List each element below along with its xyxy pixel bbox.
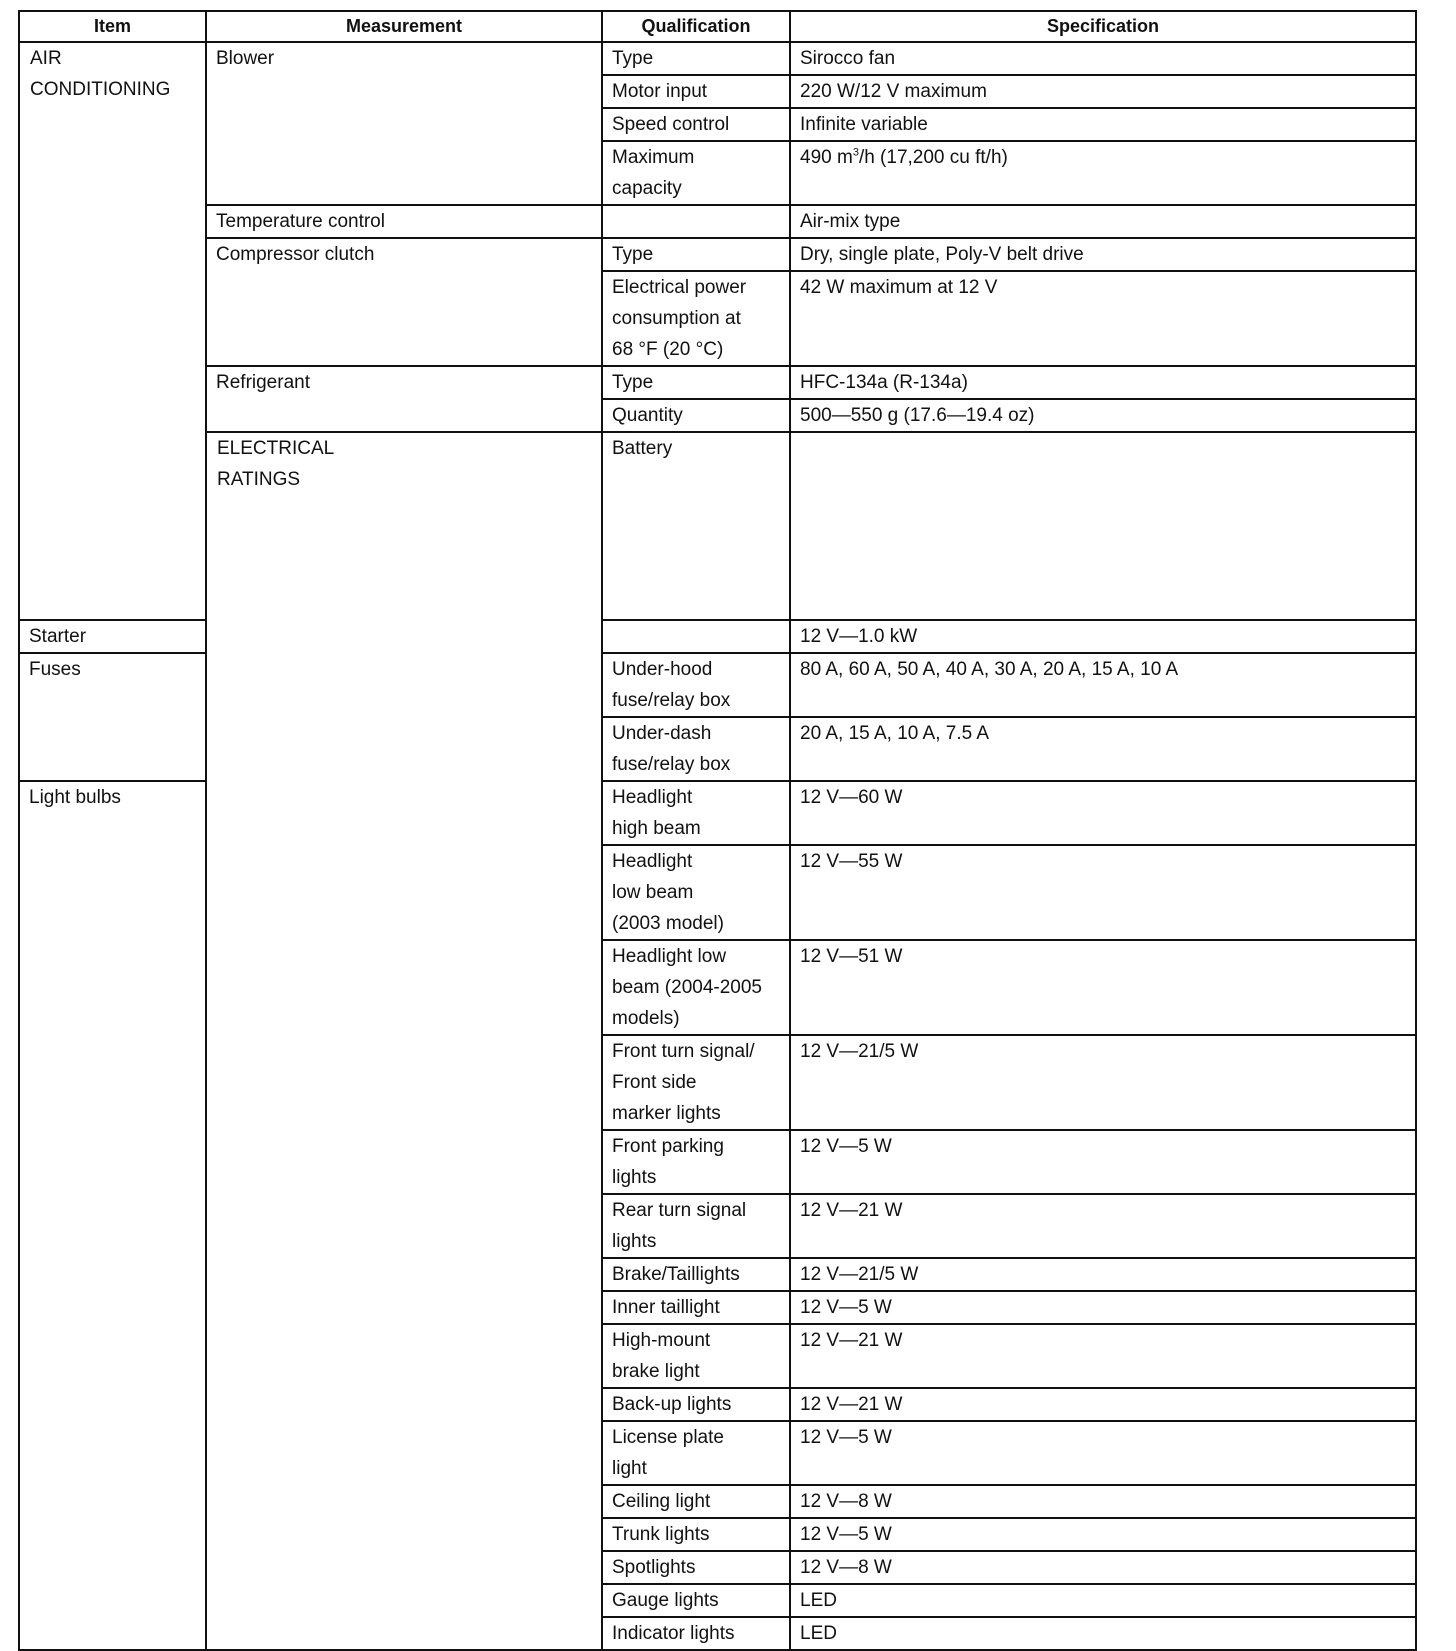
qualification-line: Headlight low bbox=[612, 946, 727, 967]
qualification-cell bbox=[602, 1194, 790, 1258]
table-row bbox=[19, 432, 1416, 620]
specification-cell: 12 V—8 W bbox=[790, 1551, 1416, 1584]
qualification-line: low beam bbox=[612, 882, 694, 903]
qualification-cell: Trunk lights bbox=[602, 1518, 790, 1551]
measurement-starter: Starter bbox=[19, 620, 206, 653]
item-label: CONDITIONING bbox=[30, 79, 171, 100]
qualification-line: fuse/relay box bbox=[612, 754, 731, 775]
header-measurement: Measurement bbox=[206, 11, 602, 42]
qualification-cell bbox=[602, 620, 790, 653]
qualification-cell bbox=[602, 940, 790, 1035]
spec-text: /h (17,200 cu ft/h) bbox=[858, 147, 1008, 168]
qualification-line: Maximum bbox=[612, 147, 695, 168]
qualification-line: light bbox=[612, 1458, 647, 1479]
qualification-cell: Ceiling light bbox=[602, 1485, 790, 1518]
measurement-battery: Battery bbox=[602, 432, 790, 620]
qualification-line: consumption at bbox=[612, 308, 741, 329]
qualification-cell bbox=[602, 271, 790, 366]
qualification-line: beam (2004-2005 bbox=[612, 977, 762, 998]
qualification-cell: Type bbox=[602, 366, 790, 399]
superscript-3: 3 bbox=[852, 146, 859, 159]
specification-cell: 500—550 g (17.6—19.4 oz) bbox=[790, 399, 1416, 432]
specification-cell: 12 V—21 W bbox=[790, 1388, 1416, 1421]
qualification-line: models) bbox=[612, 1008, 680, 1029]
measurement-light-bulbs: Light bulbs bbox=[19, 781, 206, 1650]
item-electrical-ratings bbox=[206, 432, 602, 1650]
spec-text: 490 m bbox=[800, 147, 853, 168]
specification-cell: Dry, single plate, Poly-V belt drive bbox=[790, 238, 1416, 271]
specification-cell: 12 V—8 W bbox=[790, 1485, 1416, 1518]
specification-cell: 12 V—5 W bbox=[790, 1291, 1416, 1324]
qualification-cell bbox=[602, 141, 790, 205]
specification-cell bbox=[790, 141, 1416, 205]
specification-cell: LED bbox=[790, 1617, 1416, 1650]
qualification-line: Headlight bbox=[612, 787, 693, 808]
qualification-line: (2003 model) bbox=[612, 913, 724, 934]
qualification-cell bbox=[602, 717, 790, 781]
item-label: RATINGS bbox=[217, 469, 301, 490]
qualification-line: high beam bbox=[612, 818, 701, 839]
qualification-cell bbox=[602, 1324, 790, 1388]
qualification-line: lights bbox=[612, 1167, 657, 1188]
specification-cell: 12 V—21 W bbox=[790, 1194, 1416, 1258]
specification-cell: Air-mix type bbox=[790, 205, 1416, 238]
qualification-line: capacity bbox=[612, 178, 682, 199]
specification-cell: 12 V—1.0 kW bbox=[790, 620, 1416, 653]
specifications-table bbox=[18, 10, 1417, 1651]
qualification-line: High-mount bbox=[612, 1330, 711, 1351]
qualification-line: License plate bbox=[612, 1427, 724, 1448]
specification-cell: 12 V—21/5 W bbox=[790, 1035, 1416, 1130]
qualification-cell bbox=[602, 1421, 790, 1485]
measurement-blower: Blower bbox=[206, 42, 602, 205]
qualification-cell: Indicator lights bbox=[602, 1617, 790, 1650]
qualification-cell: Type bbox=[602, 42, 790, 75]
specification-cell: 12 V—5 W bbox=[790, 1130, 1416, 1194]
qualification-line: Front parking bbox=[612, 1136, 724, 1157]
qualification-line: marker lights bbox=[612, 1103, 721, 1124]
qualification-cell bbox=[602, 653, 790, 717]
qualification-line: Front turn signal/ bbox=[612, 1041, 755, 1062]
specification-cell: 12 V—5 W bbox=[790, 1518, 1416, 1551]
specification-cell: 42 W maximum at 12 V bbox=[790, 271, 1416, 366]
specification-cell: 12 V—60 W bbox=[790, 781, 1416, 845]
measurement-fuses: Fuses bbox=[19, 653, 206, 781]
qualification-cell: Brake/Taillights bbox=[602, 1258, 790, 1291]
qualification-line: lights bbox=[612, 1231, 657, 1252]
specification-cell: 80 A, 60 A, 50 A, 40 A, 30 A, 20 A, 15 A, 10 A bbox=[790, 653, 1416, 717]
header-specification: Specification bbox=[790, 11, 1416, 42]
specification-cell: LED bbox=[790, 1584, 1416, 1617]
qualification-cell bbox=[602, 205, 790, 238]
qualification-cell: Gauge lights bbox=[602, 1584, 790, 1617]
qualification-cell: Type bbox=[602, 238, 790, 271]
qualification-cell bbox=[602, 1035, 790, 1130]
specification-cell: 12 V—21/5 W bbox=[790, 1258, 1416, 1291]
qualification-cell: Inner taillight bbox=[602, 1291, 790, 1324]
specification-cell: 12 V—5 W bbox=[790, 1421, 1416, 1485]
measurement-temperature-control: Temperature control bbox=[206, 205, 602, 238]
qualification-line: Front side bbox=[612, 1072, 697, 1093]
header-qualification: Qualification bbox=[602, 11, 790, 42]
qualification-line: Electrical power bbox=[612, 277, 747, 298]
specification-cell: 20 A, 15 A, 10 A, 7.5 A bbox=[790, 717, 1416, 781]
qualification-cell bbox=[602, 781, 790, 845]
specification-cell: 12 V—21 W bbox=[790, 1324, 1416, 1388]
specification-cell: 220 W/12 V maximum bbox=[790, 75, 1416, 108]
qualification-line: fuse/relay box bbox=[612, 690, 731, 711]
qualification-cell: Quantity bbox=[602, 399, 790, 432]
qualification-cell: Motor input bbox=[602, 75, 790, 108]
specification-cell: 12 V—55 W bbox=[790, 845, 1416, 940]
qualification-cell: Back-up lights bbox=[602, 1388, 790, 1421]
item-label: ELECTRICAL bbox=[217, 438, 335, 459]
qualification-line: Under-hood bbox=[612, 659, 713, 680]
qualification-line: Rear turn signal bbox=[612, 1200, 747, 1221]
table-row bbox=[19, 205, 1416, 238]
qualification-line: Headlight bbox=[612, 851, 693, 872]
item-label: AIR bbox=[30, 48, 62, 69]
qualification-line: brake light bbox=[612, 1361, 700, 1382]
qualification-cell bbox=[602, 845, 790, 940]
item-air-conditioning bbox=[19, 42, 206, 620]
qualification-line: 68 °F (20 °C) bbox=[612, 339, 724, 360]
qualification-cell bbox=[790, 432, 1416, 620]
table-row bbox=[19, 42, 1416, 75]
specification-cell: Infinite variable bbox=[790, 108, 1416, 141]
measurement-compressor-clutch: Compressor clutch bbox=[206, 238, 602, 366]
qualification-cell: Speed control bbox=[602, 108, 790, 141]
qualification-cell: Spotlights bbox=[602, 1551, 790, 1584]
header-item: Item bbox=[19, 11, 206, 42]
qualification-cell bbox=[602, 1130, 790, 1194]
specification-cell: Sirocco fan bbox=[790, 42, 1416, 75]
header-row bbox=[19, 11, 1416, 42]
table-row bbox=[19, 366, 1416, 399]
table-row bbox=[19, 238, 1416, 271]
specification-cell: 12 V—51 W bbox=[790, 940, 1416, 1035]
qualification-line: Under-dash bbox=[612, 723, 712, 744]
measurement-refrigerant: Refrigerant bbox=[206, 366, 602, 432]
specification-cell: HFC-134a (R-134a) bbox=[790, 366, 1416, 399]
